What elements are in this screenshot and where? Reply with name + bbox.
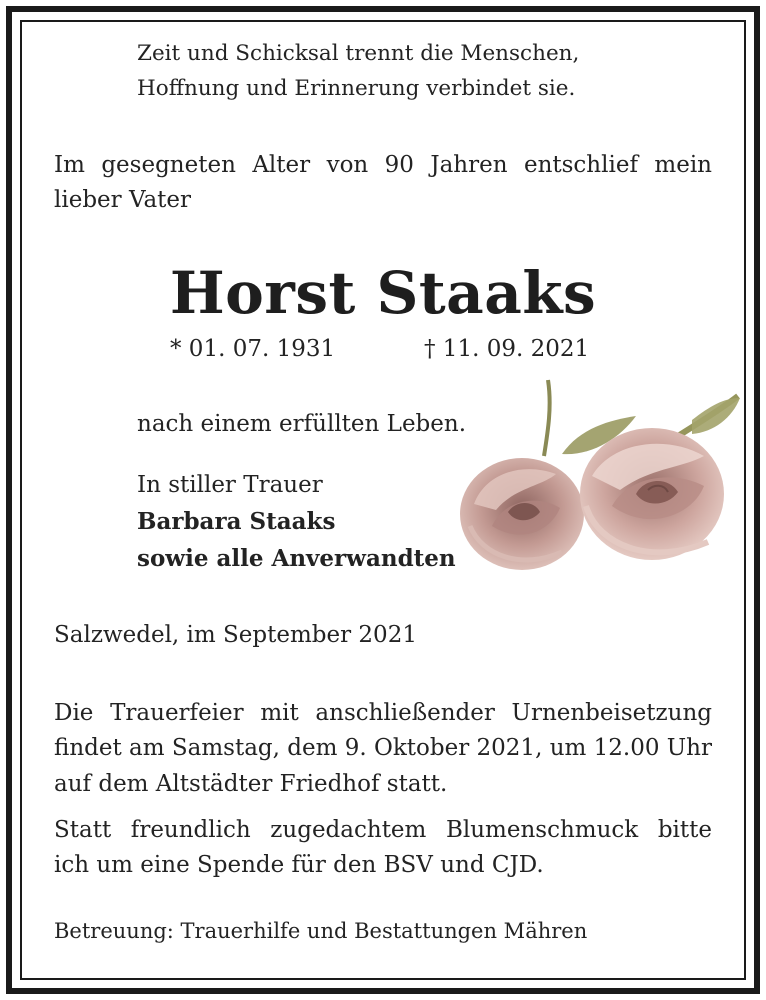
rose-right: [580, 428, 724, 560]
mourner-name: Barbara Staaks: [137, 508, 336, 535]
mourners-heading: In stiller Trauer: [137, 472, 323, 498]
funeral-home-credit: Betreuung: Trauerhilfe und Bestattungen Mähren: [54, 919, 588, 943]
motto-line-2: Hoffnung und Erinnerung verbindet sie.: [137, 76, 576, 101]
ceremony-line-1: Die Trauerfeier mit anschließender Urnenbeisetzung: [54, 700, 712, 726]
intro-line-2: lieber Vater: [54, 187, 192, 213]
ceremony-line-2: findet am Samstag, dem 9. Oktober 2021, um 12.00 Uhr: [54, 735, 712, 761]
closing-line: nach einem erfüllten Leben.: [137, 411, 467, 437]
rose-left: [460, 458, 584, 570]
rose-leaf: [692, 398, 740, 434]
intro-line-1: Im gesegneten Alter von 90 Jahren entschlief mein: [54, 152, 712, 178]
birth-date: * 01. 07. 1931: [170, 336, 336, 362]
rose-stem-left: [544, 380, 550, 456]
ceremony-line-3: auf dem Altstädter Friedhof statt.: [54, 771, 448, 797]
mourner-relatives: sowie alle Anverwandten: [137, 545, 456, 572]
death-date: † 11. 09. 2021: [424, 336, 590, 362]
donation-line-2: ich um eine Spende für den BSV und CJD.: [54, 852, 544, 878]
deceased-name: Horst Staaks: [169, 259, 597, 327]
motto-line-1: Zeit und Schicksal trennt die Menschen,: [137, 41, 580, 66]
roses-illustration: [452, 376, 742, 576]
place-and-date: Salzwedel, im September 2021: [54, 622, 417, 648]
donation-line-1: Statt freundlich zugedachtem Blumenschmuck bitte: [54, 817, 712, 843]
